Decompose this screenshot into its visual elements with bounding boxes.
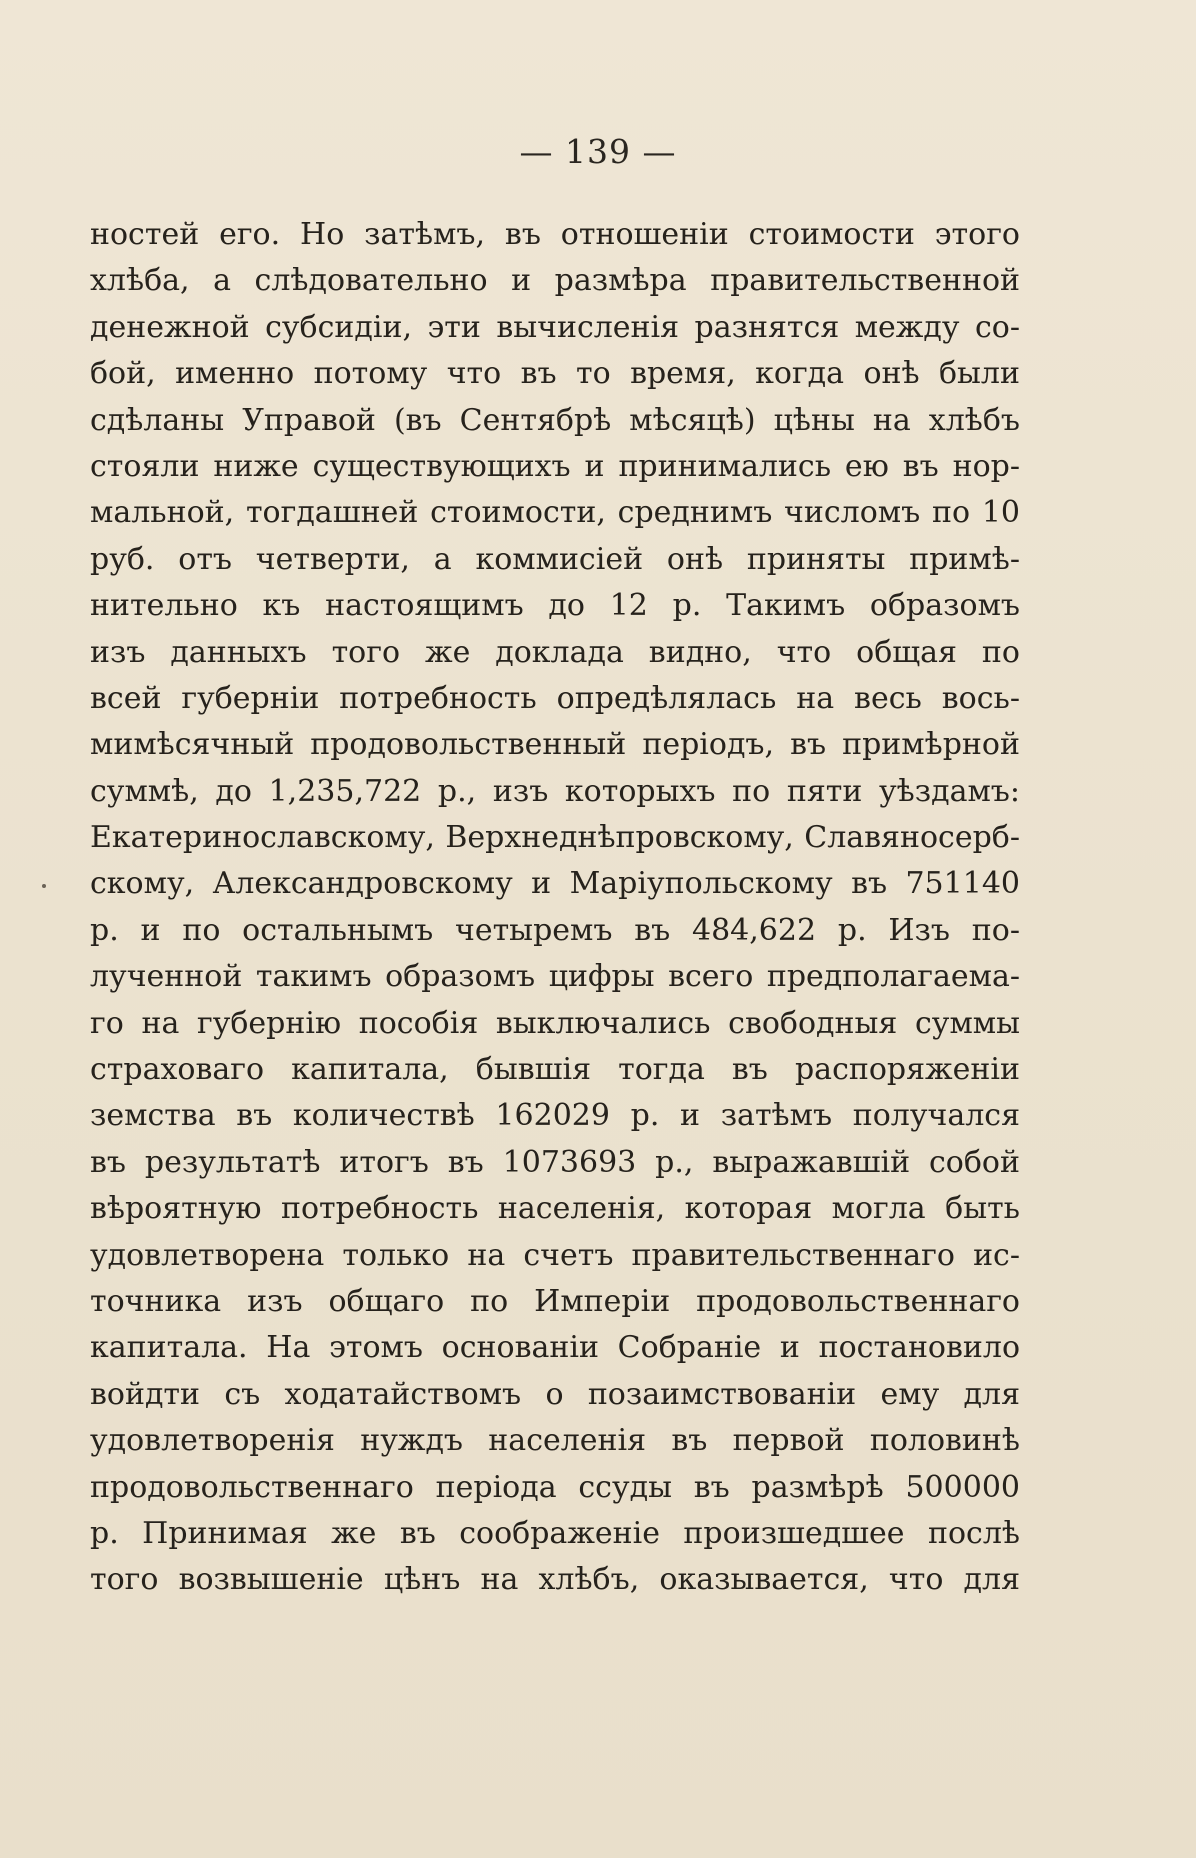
text-line: войдти съ ходатайствомъ о позаимствованiи ему для <box>90 1376 1020 1412</box>
text-line: го на губернiю пособiя выключались свободныя суммы <box>90 1005 1020 1041</box>
text-line: р. Принимая же въ соображенiе произшедшее послѣ <box>90 1515 1020 1551</box>
body-text <box>90 212 1020 1604</box>
text-line: земства въ количествѣ 162029 р. и затѣмъ получался <box>90 1098 1020 1134</box>
text-line: въ результатѣ итогъ въ 1073693 р., выражавшiй собой <box>90 1144 1020 1180</box>
text-line: Екатеринославскому, Верхнеднѣпровскому, Славяносерб- <box>90 820 1020 856</box>
text-line: вѣроятную потребность населенiя, которая могла быть <box>90 1191 1020 1227</box>
text-line: капитала. На этомъ основанiи Собранiе и постановило <box>90 1330 1020 1366</box>
ink-speck <box>42 884 46 888</box>
text-line: нительно къ настоящимъ до 12 р. Такимъ образомъ <box>90 588 1020 624</box>
text-line: мальной, тогдашней стоимости, среднимъ числомъ по 10 <box>90 495 1020 531</box>
text-line: ностей его. Но затѣмъ, въ отношенiи стоимости этого <box>90 217 1020 252</box>
text-line: лученной такимъ образомъ цифры всего предполагаема- <box>90 959 1020 995</box>
text-line: денежной субсидiи, эти вычисленiя разнятся между со- <box>90 309 1020 345</box>
text-line: всей губернiи потребность опредѣлялась на весь вось- <box>90 680 1020 716</box>
text-line: того возвышенiе цѣнъ на хлѣбъ, оказывается, что для <box>90 1562 1020 1598</box>
text-line: мимѣсячный продовольственный перiодъ, въ примѣрной <box>90 727 1020 763</box>
text-line: изъ данныхъ того же доклада видно, что общая по <box>90 634 1020 670</box>
text-line: хлѣба, а слѣдовательно и размѣра правительственной <box>90 263 1020 299</box>
page-number: — 139 — <box>519 132 677 171</box>
text-line: сдѣланы Управой (въ Сентябрѣ мѣсяцѣ) цѣны на хлѣбъ <box>90 402 1020 438</box>
text-line: суммѣ, до 1,235,722 р., изъ которыхъ по пяти уѣздамъ: <box>90 773 1020 809</box>
text-line: удовлетворенiя нуждъ населенiя въ первой половинѣ <box>90 1423 1020 1459</box>
text-line: удовлетворена только на счетъ правительственнаго ис- <box>90 1237 1020 1273</box>
text-line: бой, именно потому что въ то время, когда онѣ были <box>90 356 1020 392</box>
text-line: страховаго капитала, бывшiя тогда въ распоряженiи <box>90 1052 1020 1088</box>
text-line: руб. отъ четверти, а коммисiей онѣ приняты примѣ- <box>90 541 1020 577</box>
text-line: скому, Александровскому и Марiупольскому въ 751140 <box>90 866 1020 902</box>
text-line: точника изъ общаго по Имперiи продовольственнаго <box>90 1283 1020 1319</box>
text-line: р. и по остальнымъ четыремъ въ 484,622 р. Изъ по- <box>90 912 1020 948</box>
text-line: стояли ниже существующихъ и принимались ею въ нор- <box>90 448 1020 484</box>
text-line: продовольственнаго перiода ссуды въ размѣрѣ 500000 <box>90 1469 1020 1505</box>
